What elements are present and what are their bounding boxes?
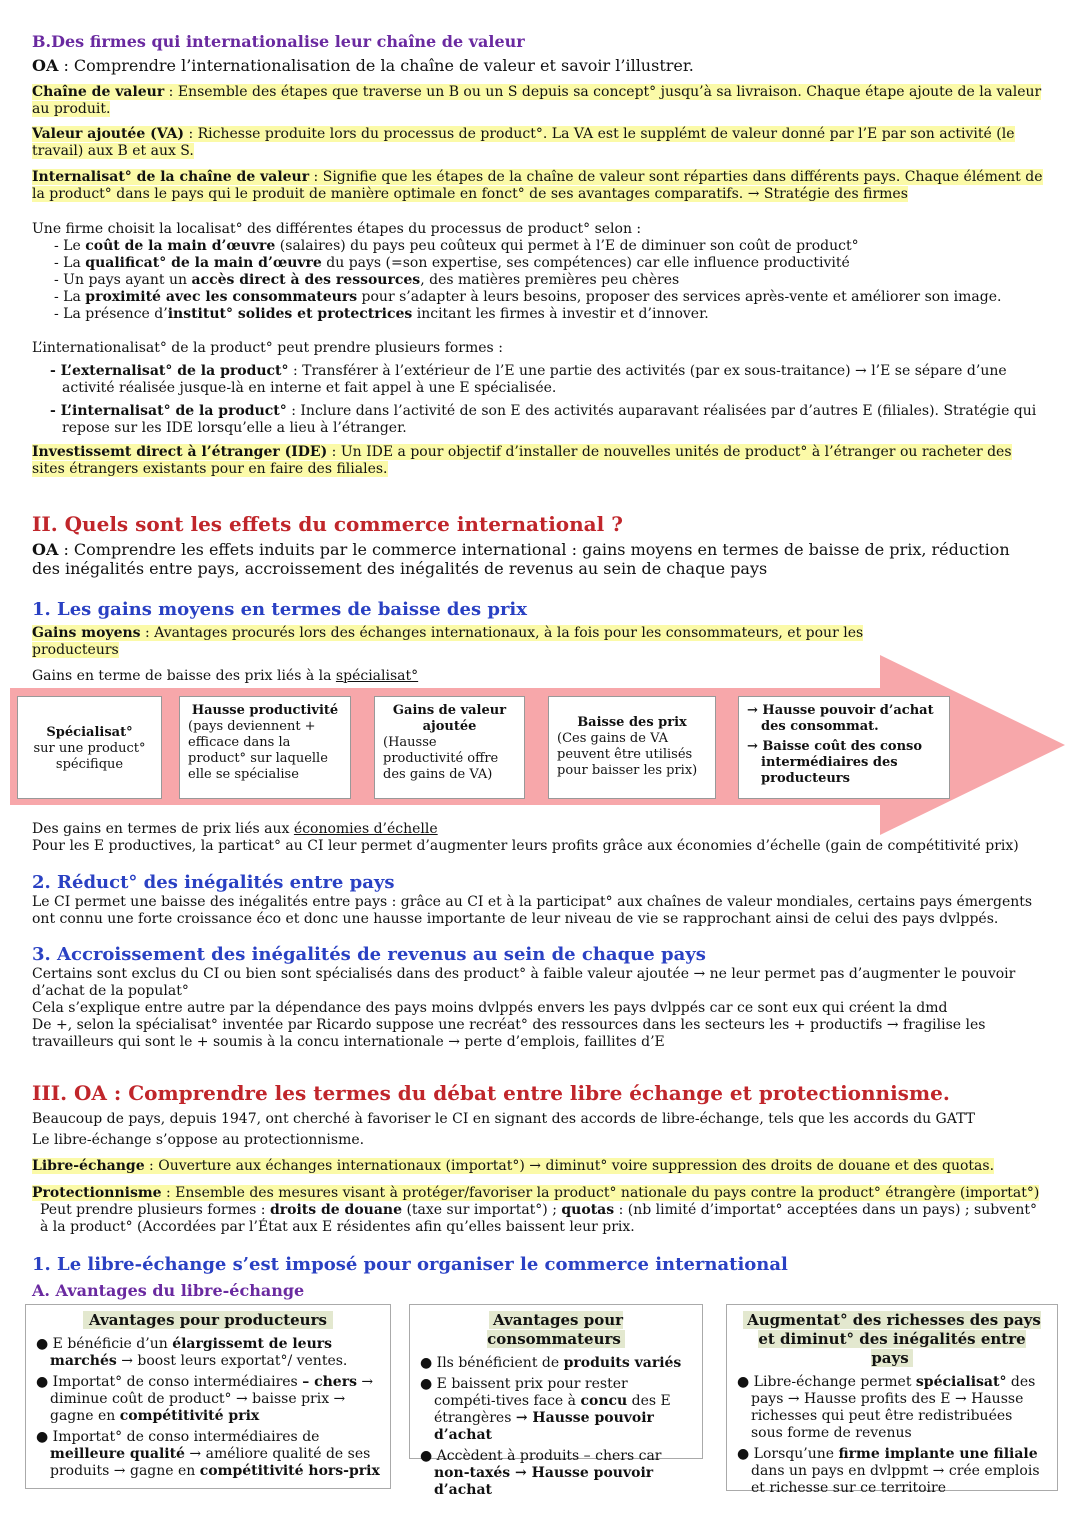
step-hausse-productivite: Hausse productivité (pays deviennent + efficace dans la product° sur laquelle elle se spécialise xyxy=(179,696,351,799)
list-item: ● Importat° de conso intermédiaires de meilleure qualité → améliore qualité de ses produits → gagne en compétitivité hors-prix xyxy=(36,1429,380,1479)
list-item: ● Libre-échange permet spécialisat° des pays → Hausse profits des E → Hausse richesses qui peut être redistribuées sous forme de revenus xyxy=(737,1374,1036,1441)
inegalites-pays-title: 2. Réduct° des inégalités entre pays xyxy=(32,872,395,893)
definition-internalisation: Internalisat° de la chaîne de valeur : Signifie que les étapes de la chaîne de valeur sont réparties dans différents pays. Chaque élément de la product° dans le pays qui le produit de manière optimale en fonct° de ses avantages comparatifs. → Stratégie des firmes xyxy=(32,169,1043,202)
definition-libre-echange: Libre-échange : Ouverture aux échanges internationaux (importat°) → diminut° voire suppression des droits de douane et des quotas. xyxy=(32,1158,995,1174)
libre-echange-title: 1. Le libre-échange s’est imposé pour organiser le commerce international xyxy=(32,1254,788,1275)
inegalites-revenus-text: Certains sont exclus du CI ou bien sont spécialisés dans des product° à faible valeur ajoutée → ne leur permet pas d’augmenter le pouvoir d’achat de la populat° Cela s’explique entre autre par la dépendance des pays moins dvlppés envers les pays dvlppés car ce sont eux qui créent la dmd De +, selon la spécialisat° inventée par Ricardo suppose une recréat° des ressources dans les secteurs les + productifs → fragilise les travailleurs qui sont le + soumis à la concu internationale → perte d’emplois, faillites d’E xyxy=(32,966,1016,1050)
section-b-title: B.Des firmes qui internationalise leur chaîne de valeur xyxy=(32,32,525,51)
definition-ide: Investissemt direct à l’étranger (IDE) : Un IDE a pour objectif d’installer de nouvelles unités de product° à l’étranger ou racheter des sites étrangers existants pour en faire des filiales. xyxy=(32,444,1012,477)
definition-gains-moyens: Gains moyens : Avantages procurés lors des échanges internationaux, à la fois pour les consommateurs, et pour les producteurs xyxy=(32,625,864,658)
card-richesses-title: Augmentat° des richesses des pays et diminut° des inégalités entre pays xyxy=(743,1311,1041,1367)
card-producteurs xyxy=(25,1304,391,1489)
list-item: ● Lorsqu’une firme implante une filiale dans un pays en dvlppmt → crée emplois et richesse sur ce territoire xyxy=(737,1446,1040,1496)
list-item: ● Importat° de conso intermédiaires – chers → diminue coût de product° → baisse prix → gagne en compétitivité prix xyxy=(36,1374,374,1424)
list-item: ● E baissent prix pour rester compéti-tives face à concu des E étrangères → Hausse pouvoir d’achat xyxy=(420,1376,671,1443)
inegalites-revenus-title: 3. Accroissement des inégalités de revenus au sein de chaque pays xyxy=(32,944,706,965)
card-richesses xyxy=(726,1304,1058,1496)
step-specialisation: Spécialisat° sur une product° spécifique xyxy=(17,696,162,799)
list-item: ● E bénéficie d’un élargissemt de leurs marchés → boost leurs exportat°/ ventes. xyxy=(36,1336,348,1369)
step-baisse-prix: Baisse des prix (Ces gains de VA peuvent être utilisés pour baisser les prix) xyxy=(548,696,716,799)
list-item: ● Accèdent à produits – chers car non-taxés → Hausse pouvoir d’achat xyxy=(420,1448,662,1498)
card-consommateurs xyxy=(409,1304,703,1498)
definition-protectionnisme: Protectionnisme : Ensemble des mesures visant à protéger/favoriser la product° nationale du pays contre la product° étrangère (importat°) Peut prendre plusieurs formes : droits de douane (taxe sur importat°) ; quotas : (nb limité d’importat° acceptées dans un pays) ; subvent° à la product° (Accordées par l’État aux E résidentes afin qu’elles baissent leur prix. xyxy=(32,1185,1040,1235)
step-results: → Hausse pouvoir d’achat des consommat. → Baisse coût des conso intermédiaires des producteurs xyxy=(738,696,950,799)
internationalisation-forms: L’internationalisat° de la product° peut prendre plusieurs formes : - L’externalisat° de la product° : Transférer à l’extérieur de l’E une partie des activités (par ex sous-traitance) → l’E se sépare d’une activité réalisée jusque-là en interne et fait appel à une E spécialisée. - L’internalisat° de la product° : Inclure dans l’activité de son E des activités auparavant réalisées par d’autres E (filiales). Stratégie qui repose sur les IDE lorsqu’elle a lieu à l’étranger. xyxy=(32,340,1037,436)
section-iii-intro: Beaucoup de pays, depuis 1947, ont cherché à favoriser le CI en signant des accords de libre-échange, tels que les accords du GATT Le libre-échange s’oppose au protectionnisme. xyxy=(32,1111,976,1148)
avantages-title: A. Avantages du libre-échange xyxy=(32,1281,305,1300)
card-producteurs-title: Avantages pour producteurs xyxy=(83,1311,333,1329)
section-iii-title: III. OA : Comprendre les termes du débat entre libre échange et protectionnisme. xyxy=(32,1081,950,1105)
list-item: ● Ils bénéficient de produits variés xyxy=(420,1355,682,1371)
section-ii-objective: OA : Comprendre les effets induits par le commerce international : gains moyens en termes de baisse de prix, réduction des inégalités entre pays, accroissement des inégalités de revenus au sein de chaque pays xyxy=(32,540,1010,578)
definition-chaine-valeur: Chaîne de valeur : Ensemble des étapes que traverse un B ou un S depuis sa concept° jusqu’à sa livraison. Chaque étape ajoute de la valeur au produit. xyxy=(32,84,1042,117)
section-b-objective: OA : Comprendre l’internationalisation de la chaîne de valeur et savoir l’illustrer. xyxy=(32,56,694,75)
card-consommateurs-title: Avantages pour consommateurs xyxy=(487,1311,624,1348)
section-ii-title: II. Quels sont les effets du commerce international ? xyxy=(32,512,623,536)
inegalites-pays-text: Le CI permet une baisse des inégalités entre pays : grâce au CI et à la participat° aux chaînes de valeur mondiales, certains pays émergents ont connu une forte croissance éco et donc une hausse importante de leur niveau de vie se rapprochant ainsi de celui des pays dvlppés. xyxy=(32,894,1033,927)
localisation-list: Une firme choisit la localisat° des différentes étapes du processus de product° selon : - Le coût de la main d’œuvre (salaires) du pays peu coûteux qui permet à l’E de diminuer son coût de product° - La qualificat° de la main d’œuvre du pays (=son expertise, ses compétences) car elle influence productivité - Un pays ayant un accès direct à des ressources, des matières premières peu chères - La proximité avec les consommateurs pour s’adapter à leurs besoins, proposer des services après-vente et améliorer son image. - La présence d’institut° solides et protectrices incitant les firmes à investir et d’innover. xyxy=(32,221,1002,322)
step-gains-valeur-ajoutee: Gains de valeur ajoutée (Hausse productivité offre des gains de VA) xyxy=(374,696,525,799)
gains-moyens-title: 1. Les gains moyens en termes de baisse des prix xyxy=(32,599,527,620)
specialisation-intro: Gains en terme de baisse des prix liés à la spécialisat° xyxy=(32,668,419,684)
definition-valeur-ajoutee: Valeur ajoutée (VA) : Richesse produite lors du processus de product°. La VA est le supplémt de valeur donné par l’E par son activité (le travail) aux B et aux S. xyxy=(32,126,1015,159)
economies-echelle: Des gains en termes de prix liés aux économies d’échelle Pour les E productives, la particat° au CI leur permet d’augmenter leurs profits grâce aux économies d’échelle (gain de compétitivité prix) xyxy=(32,821,1019,854)
